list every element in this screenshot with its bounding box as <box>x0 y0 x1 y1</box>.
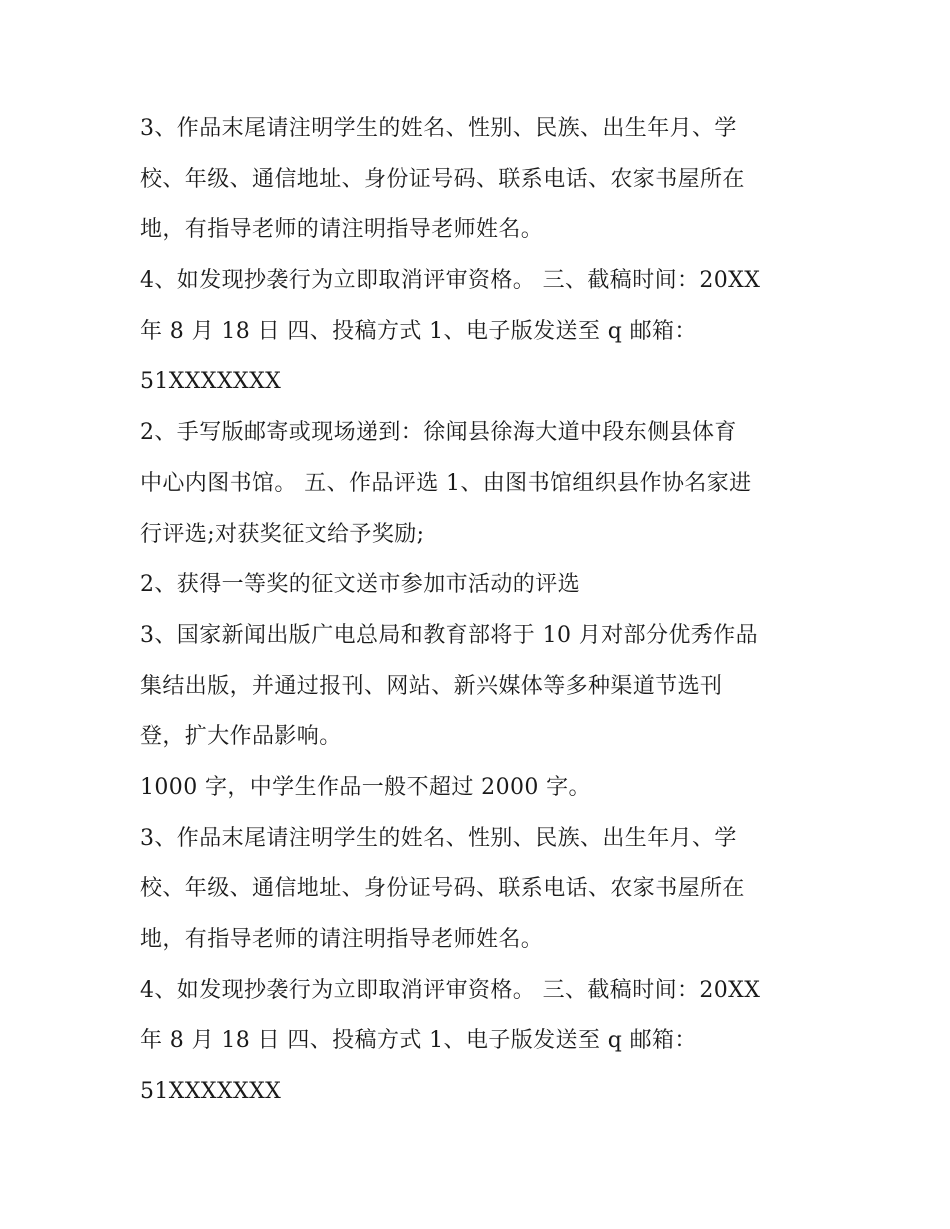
text-line: 校、年级、通信地址、身份证号码、联系电话、农家书屋所在 <box>140 876 745 902</box>
text-line: 4、如发现抄袭行为立即取消评审资格。 三、截稿时间：20XX <box>140 268 761 294</box>
text-line: 2、获得一等奖的征文送市参加市活动的评选 <box>140 572 580 598</box>
text-line: 3、国家新闻出版广电总局和教育部将于 10 月对部分优秀作品 <box>140 622 758 648</box>
document-body <box>140 104 820 1118</box>
text-line: 中心内图书馆。 五、作品评选 1、由图书馆组织县作协名家进 <box>140 470 752 496</box>
text-line: 3、作品末尾请注明学生的姓名、性别、民族、出生年月、学 <box>140 825 737 851</box>
text-line: 地，有指导老师的请注明指导老师姓名。 <box>140 927 544 952</box>
text-line: 校、年级、通信地址、身份证号码、联系电话、农家书屋所在 <box>140 166 745 192</box>
text-line: 51XXXXXXX <box>140 369 282 395</box>
text-line: 集结出版，并通过报刊、网站、新兴媒体等多种渠道节选刊 <box>140 673 723 699</box>
text-line: 登，扩大作品影响。 <box>140 724 342 750</box>
text-line: 行评选;对获奖征文给予奖励; <box>140 521 425 547</box>
text-line: 年 8 月 18 日 四、投稿方式 1、电子版发送至 q 邮箱： <box>140 1028 697 1054</box>
text-line: 年 8 月 18 日 四、投稿方式 1、电子版发送至 q 邮箱： <box>140 318 697 344</box>
text-line: 地，有指导老师的请注明指导老师姓名。 <box>140 217 544 243</box>
text-line: 2、手写版邮寄或现场递到：徐闻县徐海大道中段东侧县体育 <box>140 420 737 446</box>
text-line: 3、作品末尾请注明学生的姓名、性别、民族、出生年月、学 <box>140 116 737 141</box>
text-line: 4、如发现抄袭行为立即取消评审资格。 三、截稿时间：20XX <box>140 977 761 1003</box>
text-line: 1000 字，中学生作品一般不超过 2000 字。 <box>140 774 591 800</box>
text-line: 51XXXXXXX <box>140 1079 282 1105</box>
